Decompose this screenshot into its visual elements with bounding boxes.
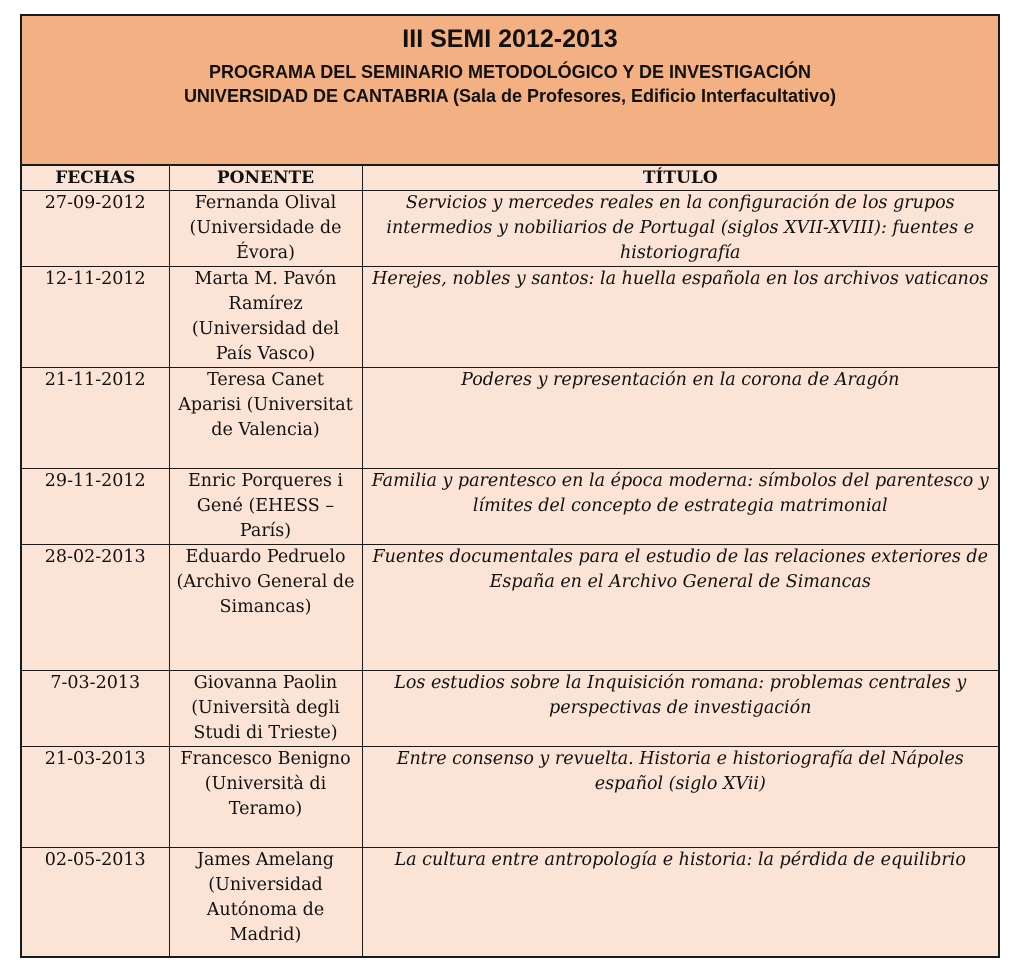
cell-titulo: Herejes, nobles y santos: la huella española en los archivos vaticanos	[362, 267, 998, 368]
document-subtitle: PROGRAMA DEL SEMINARIO METODOLÓGICO Y DE INVESTIGACIÓN	[208, 62, 812, 82]
cell-fecha: 29-11-2012	[22, 469, 169, 545]
cell-ponente: Enric Porqueres i Gené (EHESS – París)	[169, 469, 362, 545]
document-venue: UNIVERSIDAD DE CANTABRIA (Sala de Profesores, Edificio Interfacultativo)	[183, 86, 837, 106]
cell-ponente: Fernanda Olival (Universidade de Évora)	[169, 191, 362, 267]
document-title: III SEMI 2012-2013	[402, 25, 618, 53]
table-row	[22, 368, 998, 469]
table-row	[22, 191, 998, 267]
cell-fecha: 21-03-2013	[22, 747, 169, 848]
cell-ponente: James Amelang (Universidad Autónoma de Madrid)	[169, 848, 362, 958]
cell-ponente: Francesco Benigno (Università di Teramo)	[169, 747, 362, 848]
cell-titulo: Fuentes documentales para el estudio de las relaciones exteriores de España en el Archivo General de Simancas	[362, 545, 998, 671]
column-header-titulo: TÍTULO	[362, 166, 998, 191]
program-document	[20, 14, 1000, 958]
cell-titulo: La cultura entre antropología e historia: la pérdida de equilibrio	[362, 848, 998, 958]
table-row	[22, 545, 998, 671]
cell-fecha: 21-11-2012	[22, 368, 169, 469]
schedule-table	[22, 166, 998, 958]
table-row	[22, 671, 998, 747]
table-row	[22, 267, 998, 368]
cell-titulo: Poderes y representación en la corona de Aragón	[362, 368, 998, 469]
cell-ponente: Marta M. Pavón Ramírez (Universidad del País Vasco)	[169, 267, 362, 368]
cell-fecha: 02-05-2013	[22, 848, 169, 958]
cell-titulo: Los estudios sobre la Inquisición romana: problemas centrales y perspectivas de investigación	[362, 671, 998, 747]
cell-titulo: Familia y parentesco en la época moderna: símbolos del parentesco y límites del concepto de estrategia matrimonial	[362, 469, 998, 545]
cell-ponente: Giovanna Paolin (Università degli Studi di Trieste)	[169, 671, 362, 747]
document-header	[22, 16, 998, 166]
cell-titulo: Servicios y mercedes reales en la configuración de los grupos intermedios y nobiliarios de Portugal (siglos XVII-XVIII): fuentes e historiografía	[362, 191, 998, 267]
column-header-fechas: FECHAS	[22, 166, 169, 191]
table-row	[22, 848, 998, 958]
cell-fecha: 27-09-2012	[22, 191, 169, 267]
table-row	[22, 747, 998, 848]
column-header-ponente: PONENTE	[169, 166, 362, 191]
cell-fecha: 28-02-2013	[22, 545, 169, 671]
cell-ponente: Teresa Canet Aparisi (Universitat de Valencia)	[169, 368, 362, 469]
table-row	[22, 469, 998, 545]
table-header-row	[22, 166, 998, 191]
cell-fecha: 7-03-2013	[22, 671, 169, 747]
cell-ponente: Eduardo Pedruelo (Archivo General de Simancas)	[169, 545, 362, 671]
cell-titulo: Entre consenso y revuelta. Historia e historiografía del Nápoles español (siglo XVii)	[362, 747, 998, 848]
cell-fecha: 12-11-2012	[22, 267, 169, 368]
